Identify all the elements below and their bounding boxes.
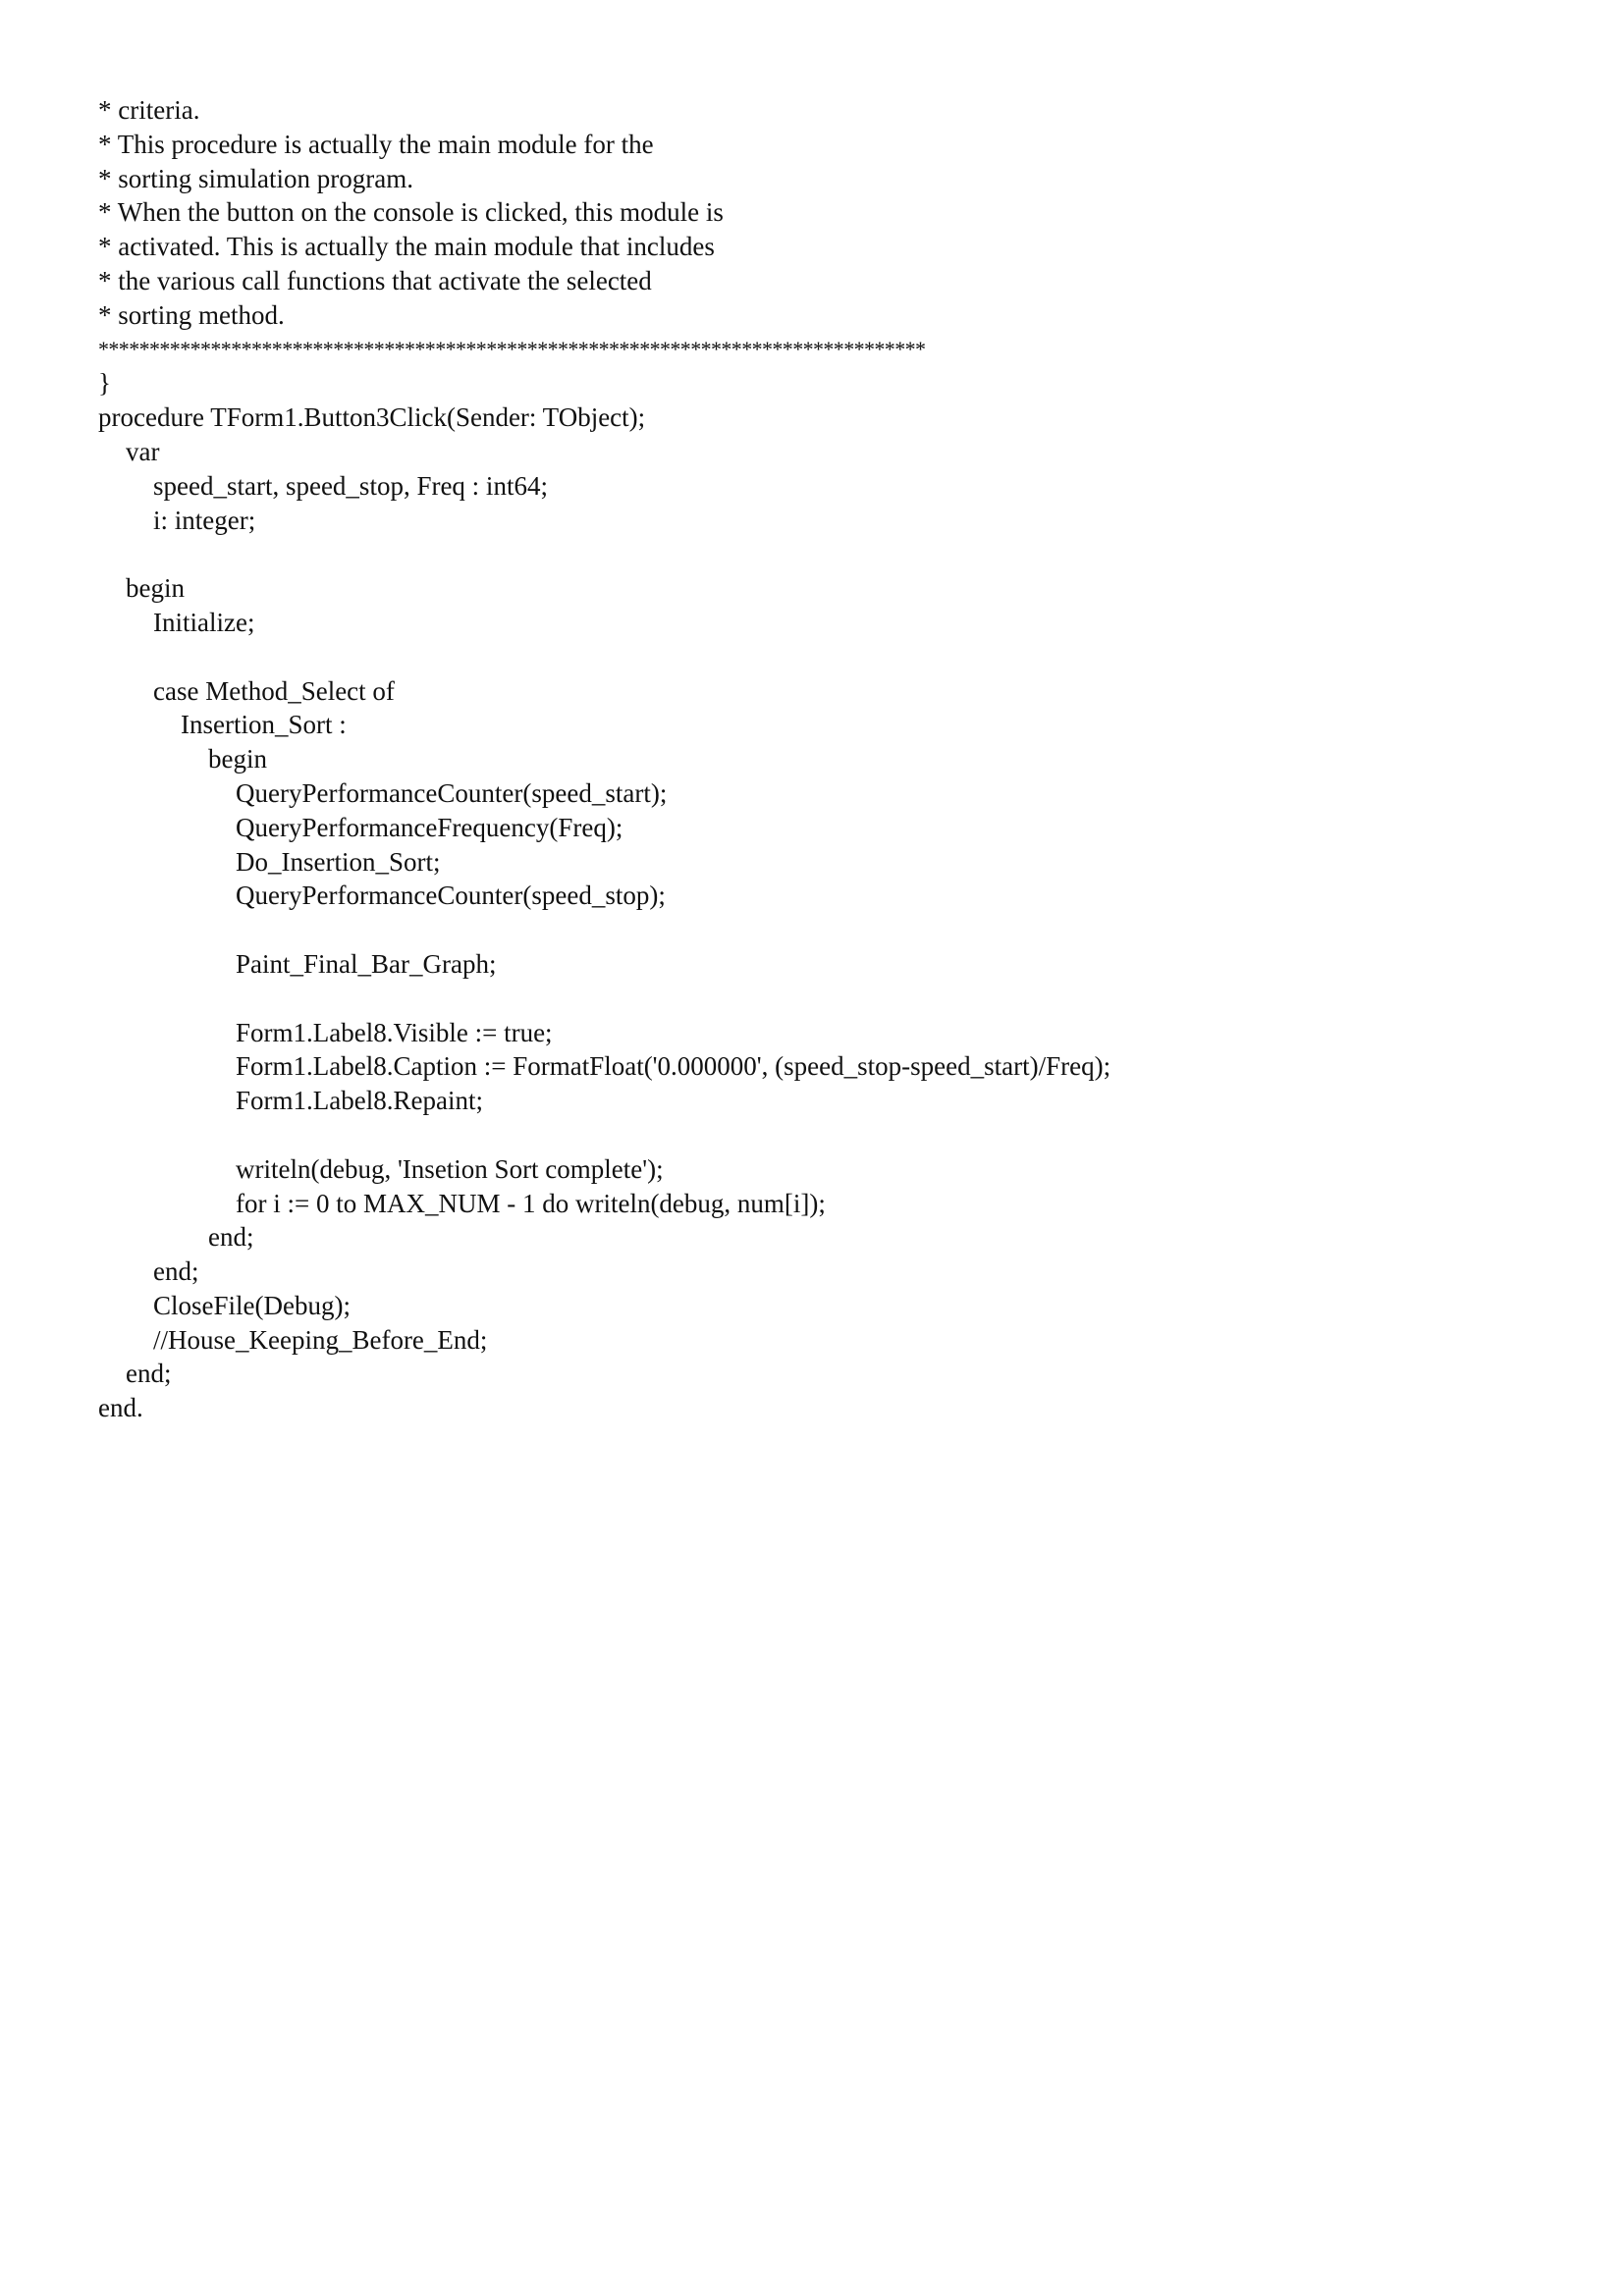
code-line: * sorting simulation program. — [98, 163, 413, 193]
code-line: speed_start, speed_stop, Freq : int64; — [153, 470, 548, 501]
code-line: * When the button on the console is clicked, this module is — [98, 197, 724, 228]
code-line: * sorting method. — [98, 299, 285, 330]
code-line: case Method_Select of — [153, 675, 395, 706]
code-line: //House_Keeping_Before_End; — [153, 1324, 488, 1355]
code-line — [98, 913, 1532, 947]
code-line: end; — [126, 1359, 172, 1389]
code-line — [98, 640, 1532, 674]
code-line: Do_Insertion_Sort; — [236, 846, 441, 877]
code-line — [98, 982, 1532, 1016]
code-line — [98, 1118, 1532, 1152]
code-line: end; — [208, 1222, 254, 1253]
code-line: Initialize; — [153, 607, 255, 637]
code-line: Form1.Label8.Repaint; — [236, 1086, 483, 1116]
code-line: writeln(debug, 'Insetion Sort complete'); — [236, 1153, 664, 1184]
code-line — [98, 537, 1532, 571]
code-line: Insertion_Sort : — [181, 710, 347, 740]
code-line: i: integer; — [153, 505, 256, 535]
code-line: end; — [153, 1256, 199, 1287]
code-line: begin — [208, 744, 267, 774]
code-line: end. — [98, 1393, 143, 1423]
code-line: QueryPerformanceCounter(speed_stop); — [236, 881, 666, 911]
code-line: QueryPerformanceFrequency(Freq); — [236, 812, 623, 842]
code-listing — [98, 93, 1532, 1425]
code-line: CloseFile(Debug); — [153, 1290, 351, 1320]
code-line: Paint_Final_Bar_Graph; — [236, 948, 497, 979]
comment-separator-line: ********************************************************************************* — [98, 336, 926, 361]
code-line: * This procedure is actually the main module for the — [98, 129, 654, 159]
code-line: * activated. This is actually the main module that includes — [98, 232, 715, 262]
code-line: procedure TForm1.Button3Click(Sender: TObject); — [98, 402, 646, 433]
code-line: * criteria. — [98, 95, 200, 125]
code-line: * the various call functions that activate the selected — [98, 265, 652, 295]
code-line: QueryPerformanceCounter(speed_start); — [236, 777, 668, 808]
code-line: begin — [126, 573, 185, 604]
code-line: Form1.Label8.Visible := true; — [236, 1017, 553, 1047]
code-line: } — [98, 368, 111, 399]
code-line: var — [126, 436, 160, 466]
code-line: Form1.Label8.Caption := FormatFloat('0.000000', (speed_stop-speed_start)/Freq); — [236, 1051, 1111, 1082]
code-line: for i := 0 to MAX_NUM - 1 do writeln(debug, num[i]); — [236, 1188, 826, 1218]
